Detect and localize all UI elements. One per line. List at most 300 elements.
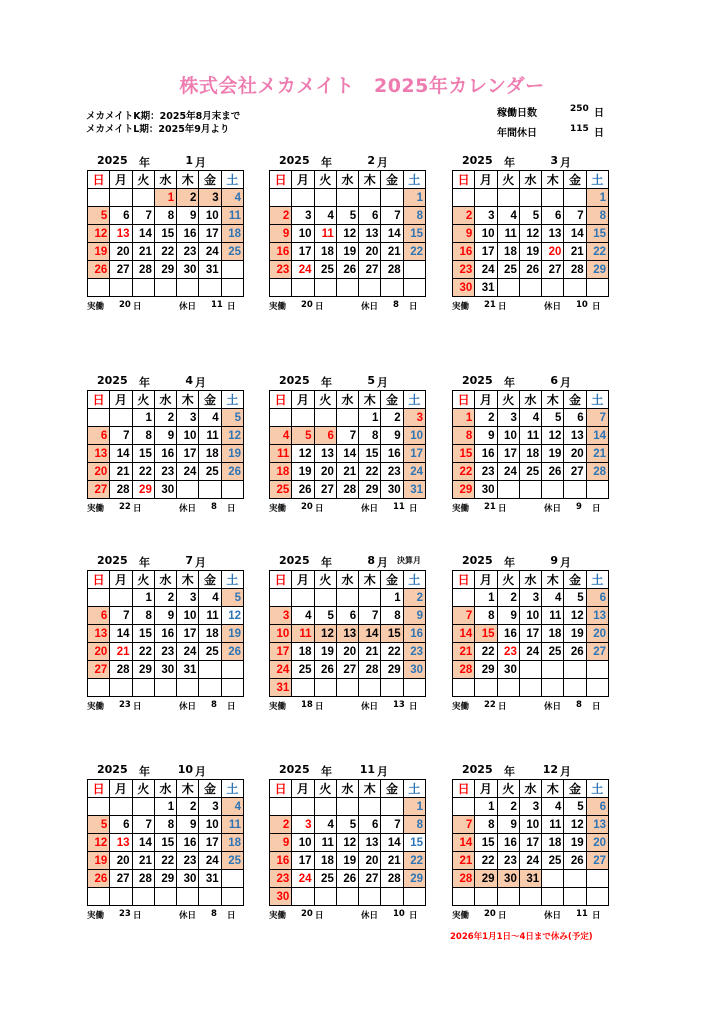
day-cell: 29 <box>381 661 403 679</box>
day-cell: 24 <box>292 870 314 888</box>
day-cell: 18 <box>221 834 243 852</box>
day-cell: 6 <box>359 816 381 834</box>
work-days-value: 20 <box>301 300 313 310</box>
off-days-value: 10 <box>576 300 588 310</box>
day-cell: 27 <box>88 661 110 679</box>
day-cell: 30 <box>381 481 403 499</box>
work-days-unit: 日 <box>133 702 142 712</box>
day-cell: 15 <box>403 225 425 243</box>
empty-cell <box>453 589 475 607</box>
month-suffix: 月 <box>560 556 571 569</box>
month-summary <box>87 906 247 922</box>
day-cell: 15 <box>132 625 154 643</box>
day-cell: 26 <box>314 661 336 679</box>
day-cell: 3 <box>177 409 199 427</box>
empty-cell <box>475 189 497 207</box>
day-cell: 13 <box>564 427 586 445</box>
weekday-header: 日 <box>453 171 475 189</box>
empty-cell <box>403 679 425 697</box>
work-days-unit: 日 <box>133 911 142 921</box>
day-cell: 25 <box>542 852 564 870</box>
day-cell: 16 <box>177 225 199 243</box>
weekday-header: 土 <box>586 391 608 409</box>
day-cell: 27 <box>359 870 381 888</box>
day-cell: 12 <box>314 625 336 643</box>
day-cell: 17 <box>403 445 425 463</box>
off-days-unit: 日 <box>592 504 601 514</box>
day-cell: 11 <box>292 625 314 643</box>
month-year: 2025 <box>279 763 310 776</box>
day-cell: 10 <box>177 607 199 625</box>
empty-cell <box>199 481 221 499</box>
day-cell: 27 <box>359 261 381 279</box>
empty-cell <box>221 679 243 697</box>
weekday-header: 金 <box>381 391 403 409</box>
year-suffix: 年 <box>504 156 515 169</box>
weekday-header: 月 <box>292 171 314 189</box>
empty-cell <box>154 279 176 297</box>
day-cell: 17 <box>497 445 519 463</box>
day-cell: 7 <box>381 207 403 225</box>
month-summary <box>87 297 247 313</box>
empty-cell <box>542 888 564 906</box>
weekday-header: 日 <box>88 571 110 589</box>
day-cell: 20 <box>359 852 381 870</box>
day-cell: 10 <box>519 607 541 625</box>
day-cell: 31 <box>475 279 497 297</box>
day-cell: 17 <box>292 852 314 870</box>
day-cell: 21 <box>381 852 403 870</box>
week-row <box>453 279 609 297</box>
day-cell: 12 <box>221 427 243 445</box>
day-cell: 13 <box>314 445 336 463</box>
day-cell: 27 <box>542 261 564 279</box>
off-days-unit: 日 <box>227 302 236 312</box>
day-cell: 24 <box>519 852 541 870</box>
day-cell: 10 <box>497 427 519 445</box>
empty-cell <box>586 279 608 297</box>
day-cell: 18 <box>292 643 314 661</box>
weekday-header: 金 <box>564 391 586 409</box>
day-cell: 8 <box>475 816 497 834</box>
off-label: 休日 <box>361 911 379 921</box>
day-cell: 30 <box>497 661 519 679</box>
day-cell: 17 <box>292 243 314 261</box>
empty-cell <box>381 189 403 207</box>
day-cell: 5 <box>542 409 564 427</box>
day-cell: 16 <box>270 243 292 261</box>
weekday-header: 金 <box>564 780 586 798</box>
day-cell: 6 <box>586 798 608 816</box>
day-cell: 11 <box>221 816 243 834</box>
weekday-header: 月 <box>110 171 132 189</box>
year-suffix: 年 <box>139 556 150 569</box>
off-days-unit: 日 <box>409 911 418 921</box>
day-cell: 26 <box>88 261 110 279</box>
day-cell: 15 <box>475 834 497 852</box>
day-cell: 4 <box>542 589 564 607</box>
empty-cell <box>497 888 519 906</box>
new-year-holiday-note: 2026年1月1日～4日まで休み(予定) <box>450 932 593 942</box>
off-days-unit: 日 <box>227 504 236 514</box>
year-suffix: 年 <box>321 376 332 389</box>
month-year: 2025 <box>279 374 310 387</box>
month-number: 10 <box>177 763 193 776</box>
day-cell: 7 <box>453 607 475 625</box>
week-row <box>270 243 426 261</box>
day-cell: 7 <box>336 427 358 445</box>
day-cell: 1 <box>403 798 425 816</box>
day-cell: 15 <box>453 445 475 463</box>
day-cell: 4 <box>497 207 519 225</box>
day-cell: 24 <box>199 243 221 261</box>
week-row <box>270 445 426 463</box>
day-cell: 1 <box>359 409 381 427</box>
day-cell: 18 <box>314 243 336 261</box>
week-row <box>270 870 426 888</box>
month-5 <box>269 372 429 515</box>
day-cell: 16 <box>497 834 519 852</box>
empty-cell <box>475 888 497 906</box>
work-label: 実働 <box>452 302 470 312</box>
day-cell: 27 <box>314 481 336 499</box>
day-cell: 23 <box>381 463 403 481</box>
month-summary <box>269 499 429 515</box>
year-suffix: 年 <box>139 376 150 389</box>
empty-cell <box>314 679 336 697</box>
empty-cell <box>519 888 541 906</box>
day-cell: 20 <box>542 243 564 261</box>
week-row <box>453 607 609 625</box>
weekday-header: 木 <box>359 780 381 798</box>
day-cell: 26 <box>221 643 243 661</box>
day-cell: 6 <box>564 409 586 427</box>
empty-cell <box>88 798 110 816</box>
day-cell: 26 <box>519 261 541 279</box>
annual-holidays-value: 115 <box>570 124 589 134</box>
day-cell: 4 <box>199 589 221 607</box>
work-label: 実働 <box>269 911 287 921</box>
day-cell: 29 <box>475 870 497 888</box>
day-cell: 26 <box>221 463 243 481</box>
off-days-value: 11 <box>211 300 223 310</box>
day-cell: 4 <box>199 409 221 427</box>
empty-cell <box>336 279 358 297</box>
month-suffix: 月 <box>560 376 571 389</box>
day-cell: 5 <box>564 589 586 607</box>
week-row <box>453 189 609 207</box>
day-cell: 21 <box>132 243 154 261</box>
empty-cell <box>132 798 154 816</box>
day-cell: 10 <box>403 427 425 445</box>
weekday-header: 月 <box>110 571 132 589</box>
work-days-value: 22 <box>119 502 131 512</box>
week-row <box>88 852 244 870</box>
day-cell: 19 <box>88 852 110 870</box>
day-cell: 30 <box>475 481 497 499</box>
empty-cell <box>154 679 176 697</box>
weekday-header: 日 <box>270 571 292 589</box>
empty-cell <box>497 279 519 297</box>
off-days-unit: 日 <box>409 302 418 312</box>
weekday-header: 火 <box>132 571 154 589</box>
weekday-header: 日 <box>453 780 475 798</box>
day-cell: 7 <box>132 207 154 225</box>
day-cell: 3 <box>292 816 314 834</box>
week-row <box>88 279 244 297</box>
weekday-header: 土 <box>586 780 608 798</box>
day-cell: 24 <box>403 463 425 481</box>
day-cell: 8 <box>154 207 176 225</box>
day-cell: 29 <box>132 661 154 679</box>
weekday-header: 月 <box>475 571 497 589</box>
month-year: 2025 <box>462 763 493 776</box>
day-cell: 4 <box>314 207 336 225</box>
month-header <box>87 152 247 170</box>
work-days-unit: 日 <box>315 504 324 514</box>
day-cell: 13 <box>542 225 564 243</box>
work-label: 実働 <box>452 702 470 712</box>
off-label: 休日 <box>179 702 197 712</box>
empty-cell <box>110 679 132 697</box>
day-cell: 16 <box>475 445 497 463</box>
empty-cell <box>154 888 176 906</box>
day-cell: 28 <box>110 661 132 679</box>
week-row <box>270 189 426 207</box>
day-cell: 2 <box>154 409 176 427</box>
empty-cell <box>88 409 110 427</box>
day-cell: 14 <box>586 427 608 445</box>
empty-cell <box>475 679 497 697</box>
month-header <box>269 372 429 390</box>
week-row <box>453 888 609 906</box>
weekday-header: 木 <box>177 780 199 798</box>
empty-cell <box>497 679 519 697</box>
empty-cell <box>336 409 358 427</box>
empty-cell <box>519 661 541 679</box>
weekday-header: 土 <box>586 171 608 189</box>
week-row <box>453 643 609 661</box>
week-row <box>270 481 426 499</box>
day-cell: 31 <box>177 661 199 679</box>
day-cell: 2 <box>497 798 519 816</box>
week-row <box>270 852 426 870</box>
off-label: 休日 <box>361 702 379 712</box>
day-cell: 25 <box>270 481 292 499</box>
week-row <box>270 207 426 225</box>
week-row <box>88 607 244 625</box>
year-suffix: 年 <box>504 376 515 389</box>
empty-cell <box>270 279 292 297</box>
day-cell: 2 <box>475 409 497 427</box>
empty-cell <box>314 189 336 207</box>
week-row <box>88 463 244 481</box>
day-cell: 17 <box>475 243 497 261</box>
month-year: 2025 <box>97 374 128 387</box>
work-label: 実働 <box>452 911 470 921</box>
work-days-value: 20 <box>484 909 496 919</box>
empty-cell <box>199 279 221 297</box>
day-cell: 14 <box>453 625 475 643</box>
month-header <box>452 372 612 390</box>
day-cell: 30 <box>154 481 176 499</box>
month-header <box>87 552 247 570</box>
day-cell: 27 <box>564 463 586 481</box>
day-cell: 8 <box>403 207 425 225</box>
weekday-header: 木 <box>359 571 381 589</box>
empty-cell <box>110 589 132 607</box>
day-cell: 29 <box>359 481 381 499</box>
day-cell: 20 <box>564 445 586 463</box>
week-row <box>88 409 244 427</box>
day-cell: 31 <box>270 679 292 697</box>
day-cell: 9 <box>177 207 199 225</box>
day-cell: 10 <box>199 816 221 834</box>
day-cell: 16 <box>403 625 425 643</box>
work-days-unit: 日 <box>498 702 507 712</box>
day-cell: 18 <box>519 445 541 463</box>
day-cell: 6 <box>542 207 564 225</box>
week-row <box>453 679 609 697</box>
week-row <box>453 834 609 852</box>
day-cell: 12 <box>564 816 586 834</box>
day-cell: 18 <box>542 834 564 852</box>
month-suffix: 月 <box>377 765 388 778</box>
empty-cell <box>336 589 358 607</box>
month-suffix: 月 <box>560 765 571 778</box>
weekday-header: 土 <box>221 571 243 589</box>
weekday-header: 木 <box>359 171 381 189</box>
day-cell: 19 <box>292 463 314 481</box>
day-cell: 7 <box>359 607 381 625</box>
weekday-header: 水 <box>154 780 176 798</box>
day-cell: 14 <box>110 445 132 463</box>
empty-cell <box>586 888 608 906</box>
day-cell: 19 <box>542 445 564 463</box>
day-cell: 11 <box>199 427 221 445</box>
month-year: 2025 <box>462 554 493 567</box>
day-cell: 13 <box>586 816 608 834</box>
day-cell: 23 <box>154 643 176 661</box>
month-summary <box>269 697 429 713</box>
weekday-header: 月 <box>110 391 132 409</box>
empty-cell <box>292 409 314 427</box>
day-cell: 7 <box>586 409 608 427</box>
day-cell: 12 <box>542 427 564 445</box>
month-9 <box>452 552 612 713</box>
day-cell: 17 <box>519 834 541 852</box>
empty-cell <box>292 798 314 816</box>
day-cell: 13 <box>110 225 132 243</box>
month-number: 11 <box>359 763 375 776</box>
day-cell: 11 <box>314 225 336 243</box>
empty-cell <box>336 888 358 906</box>
day-cell: 5 <box>336 207 358 225</box>
week-row <box>88 888 244 906</box>
day-cell: 10 <box>475 225 497 243</box>
day-cell: 29 <box>132 481 154 499</box>
empty-cell <box>88 679 110 697</box>
day-cell: 8 <box>475 607 497 625</box>
empty-cell <box>199 888 221 906</box>
month-summary <box>452 697 612 713</box>
day-cell: 26 <box>564 852 586 870</box>
day-cell: 2 <box>270 816 292 834</box>
month-year: 2025 <box>97 154 128 167</box>
weekday-header: 日 <box>270 391 292 409</box>
week-row <box>453 661 609 679</box>
day-cell: 2 <box>453 207 475 225</box>
empty-cell <box>110 189 132 207</box>
work-days-unit: 日 <box>133 302 142 312</box>
annual-holidays-unit: 日 <box>594 128 604 139</box>
day-cell: 23 <box>177 852 199 870</box>
empty-cell <box>292 589 314 607</box>
day-cell: 12 <box>292 445 314 463</box>
day-cell: 27 <box>586 852 608 870</box>
day-cell: 1 <box>154 189 176 207</box>
day-cell: 1 <box>403 189 425 207</box>
day-cell: 11 <box>221 207 243 225</box>
empty-cell <box>542 279 564 297</box>
day-cell: 22 <box>381 643 403 661</box>
empty-cell <box>453 189 475 207</box>
month-table <box>452 570 609 697</box>
empty-cell <box>314 888 336 906</box>
day-cell: 7 <box>110 427 132 445</box>
day-cell: 2 <box>403 589 425 607</box>
month-4 <box>87 372 247 515</box>
day-cell: 11 <box>314 834 336 852</box>
day-cell: 15 <box>359 445 381 463</box>
day-cell: 19 <box>221 445 243 463</box>
day-cell: 8 <box>453 427 475 445</box>
empty-cell <box>586 481 608 499</box>
day-cell: 29 <box>154 261 176 279</box>
weekday-header: 土 <box>403 171 425 189</box>
off-label: 休日 <box>179 911 197 921</box>
day-cell: 1 <box>154 798 176 816</box>
month-3 <box>452 152 612 313</box>
day-cell: 8 <box>403 816 425 834</box>
day-cell: 27 <box>110 261 132 279</box>
off-days-value: 11 <box>393 502 405 512</box>
week-row <box>453 589 609 607</box>
week-row <box>453 445 609 463</box>
work-days-unit: 日 <box>315 302 324 312</box>
annual-holidays-label: 年間休日 <box>497 128 537 139</box>
day-cell: 18 <box>314 852 336 870</box>
day-cell: 14 <box>110 625 132 643</box>
week-row <box>270 834 426 852</box>
day-cell: 26 <box>336 870 358 888</box>
month-number: 9 <box>550 554 558 567</box>
off-label: 休日 <box>179 302 197 312</box>
day-cell: 28 <box>586 463 608 481</box>
month-year: 2025 <box>279 554 310 567</box>
off-days-unit: 日 <box>592 911 601 921</box>
day-cell: 18 <box>270 463 292 481</box>
day-cell: 30 <box>270 888 292 906</box>
day-cell: 22 <box>359 463 381 481</box>
day-cell: 9 <box>381 427 403 445</box>
empty-cell <box>453 798 475 816</box>
day-cell: 8 <box>359 427 381 445</box>
weekday-header: 金 <box>199 391 221 409</box>
weekday-header: 金 <box>381 780 403 798</box>
day-cell: 15 <box>132 445 154 463</box>
off-days-unit: 日 <box>227 911 236 921</box>
